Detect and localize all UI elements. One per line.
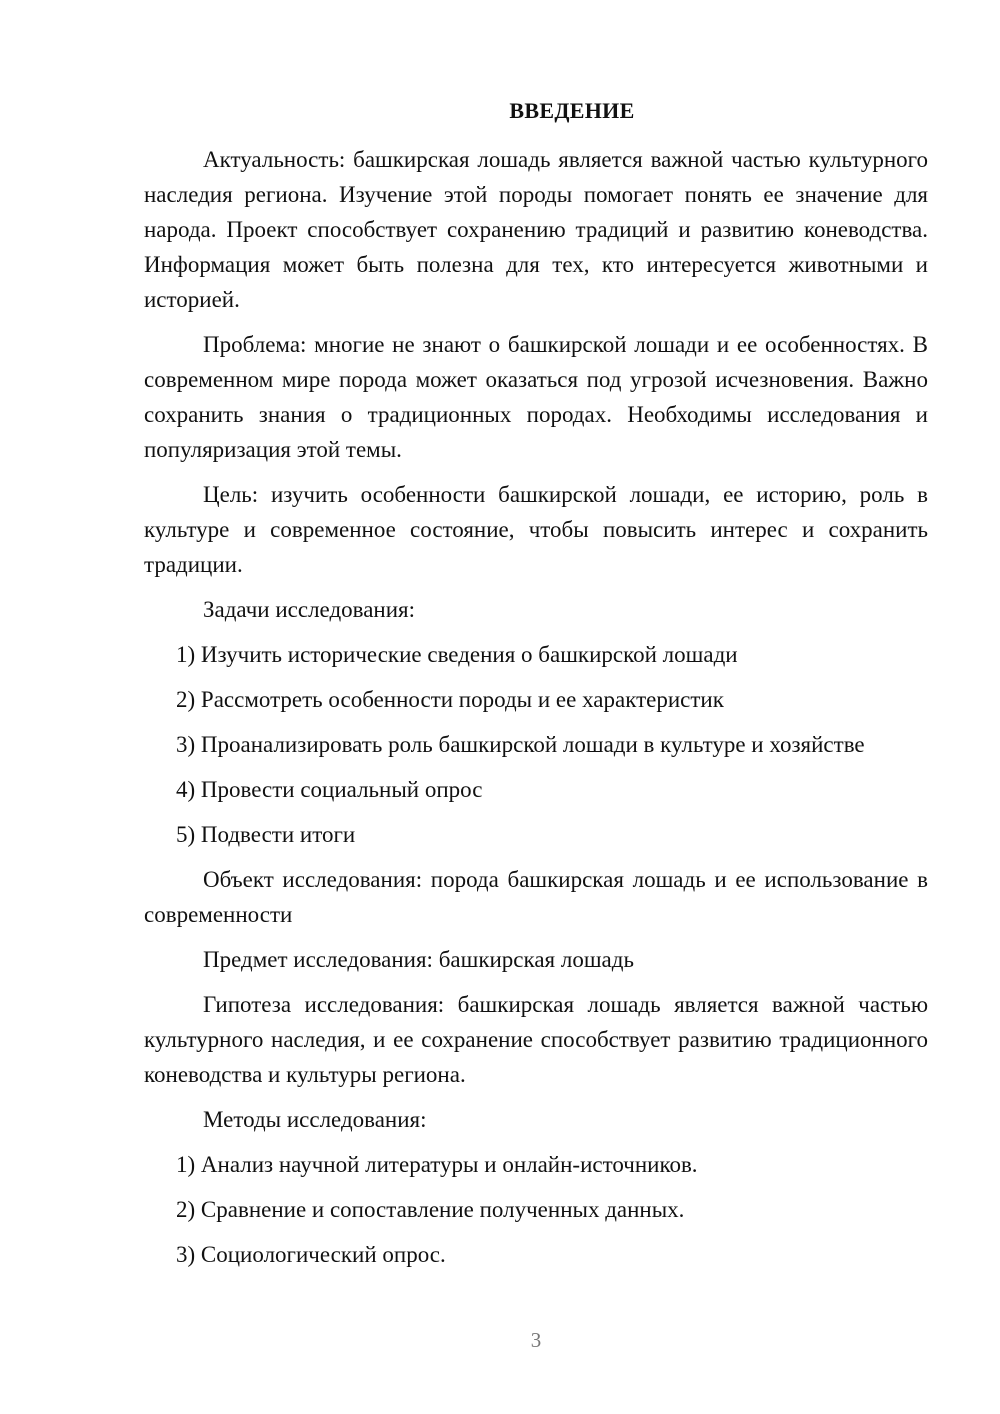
- hypothesis-paragraph: Гипотеза исследования: башкирская лошадь является важной частью культурного наследия, и ее сохранение способствует развитию традиционного коневодства и культуры региона.: [144, 992, 928, 1087]
- tasks-list: [144, 637, 928, 852]
- task-item: 4) Провести социальный опрос: [176, 777, 483, 802]
- method-item: 1) Анализ научной литературы и онлайн-источников.: [176, 1152, 698, 1177]
- task-item: 2) Рассмотреть особенности породы и ее характеристик: [176, 687, 724, 712]
- object-paragraph: Объект исследования: порода башкирская лошадь и ее использование в современности: [144, 867, 928, 927]
- task-item: 5) Подвести итоги: [176, 822, 356, 847]
- task-item: 3) Проанализировать роль башкирской лошади в культуре и хозяйстве: [176, 732, 865, 757]
- methods-list: [144, 1147, 928, 1272]
- subject-paragraph: Предмет исследования: башкирская лошадь: [203, 947, 634, 972]
- method-item: 3) Социологический опрос.: [176, 1242, 446, 1267]
- methods-heading: Методы исследования:: [203, 1107, 427, 1132]
- method-item: 2) Сравнение и сопоставление полученных данных.: [176, 1197, 685, 1222]
- task-item: 1) Изучить исторические сведения о башкирской лошади: [176, 642, 738, 667]
- relevance-paragraph: Актуальность: башкирская лошадь является важной частью культурного наследия региона. Изучение этой породы помогает понять ее значение для народа. Проект способствует сохранению традиций и развитию коневодства. Информация может быть полезна для тех, кто интересуется животными и историей.: [144, 147, 928, 312]
- section-title: ВВЕДЕНИЕ: [509, 98, 635, 123]
- problem-paragraph: Проблема: многие не знают о башкирской лошади и ее особенностях. В современном мире порода может оказаться под угрозой исчезновения. Важно сохранить знания о традиционных породах. Необходимы исследования и популяризация этой темы.: [144, 332, 928, 462]
- goal-paragraph: Цель: изучить особенности башкирской лошади, ее историю, роль в культуре и современное состояние, чтобы повысить интерес и сохранить традиции.: [144, 482, 928, 577]
- tasks-heading: Задачи исследования:: [203, 597, 416, 622]
- page-content: [144, 93, 928, 1282]
- page-number: 3: [530, 1328, 542, 1352]
